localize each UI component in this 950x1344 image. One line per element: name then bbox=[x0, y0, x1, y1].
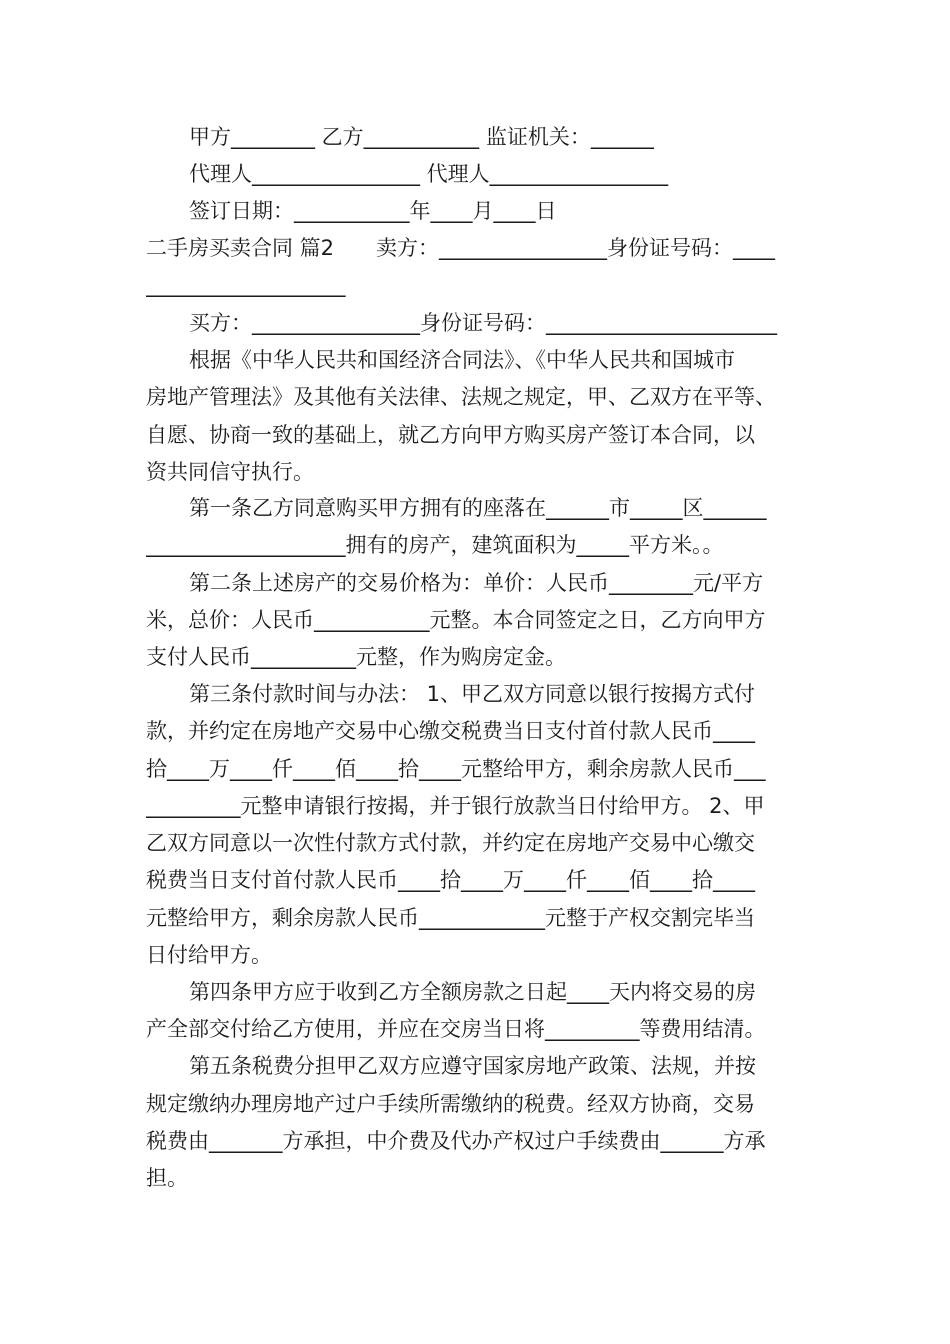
article-5-line-4: 担。 bbox=[146, 1166, 188, 1190]
article-5-line-1: 第五条税费分担甲乙双方应遵守国家房地产政策、法规，并按 bbox=[189, 1054, 756, 1078]
article-5-line-3: 税费由_______方承担，中介费及代办产权过户手续费由______方承 bbox=[146, 1129, 766, 1153]
signature-parties-line: 甲方________ 乙方___________ 监证机关：______ bbox=[189, 125, 654, 149]
article-4-line-2: 产全部交付给乙方使用，并应在交房当日将_________等费用结清。 bbox=[146, 1017, 766, 1041]
contract-2-heading-seller-line: 二手房买卖合同 篇2 卖方：________________身份证号码：____ bbox=[146, 236, 776, 260]
article-3-line-8: 日付给甲方。 bbox=[146, 943, 272, 967]
article-3-line-3: 拾____万____仟____佰____拾____元整给甲方，剩余房款人民币___ bbox=[146, 757, 766, 781]
preamble-line-4: 资共同信守执行。 bbox=[146, 460, 314, 484]
article-1-line-2: ___________________拥有的房产，建筑面积为_____平方米。。 bbox=[146, 533, 724, 557]
agents-line: 代理人________________ 代理人_________________ bbox=[189, 162, 669, 186]
article-3-line-5: 乙双方同意以一次性付款方式付款，并约定在房地产交易中心缴交 bbox=[146, 831, 755, 855]
signing-date-line: 签订日期：___________年____月____日 bbox=[189, 199, 557, 223]
article-1-line-1: 第一条乙方同意购买甲方拥有的座落在______市_____区______ bbox=[189, 496, 767, 520]
preamble-line-2: 房地产管理法》及其他有关法律、法规之规定，甲、乙双方在平等、 bbox=[146, 385, 776, 409]
buyer-line: 买方：________________身份证号码：______________________ bbox=[189, 311, 777, 335]
article-2-line-1: 第二条上述房产的交易价格为：单价：人民币________元/平方 bbox=[189, 571, 764, 595]
article-3-line-4: _________元整申请银行按揭，并于银行放款当日付给甲方。 2、甲 bbox=[146, 794, 765, 818]
article-3-line-7: 元整给甲方，剩余房款人民币____________元整于产权交割完毕当 bbox=[146, 906, 755, 930]
preamble-line-3: 自愿、协商一致的基础上，就乙方向甲方购买房产签订本合同，以 bbox=[146, 423, 755, 447]
article-2-line-3: 支付人民币__________元整，作为购房定金。 bbox=[146, 645, 566, 669]
article-2-line-2: 米，总价：人民币___________元整。本合同签定之日，乙方向甲方 bbox=[146, 608, 766, 632]
article-3-line-1: 第三条付款时间与办法： 1、甲乙双方同意以银行按揭方式付 bbox=[189, 682, 756, 706]
article-4-line-1: 第四条甲方应于收到乙方全额房款之日起____天内将交易的房 bbox=[189, 980, 756, 1004]
article-3-line-6: 税费当日支付首付款人民币____拾____万____仟____佰____拾____ bbox=[146, 868, 755, 892]
seller-id-continuation-line: ___________________ bbox=[146, 273, 346, 297]
preamble-line-1: 根据《中华人民共和国经济合同法》、《中华人民共和国城市 bbox=[189, 348, 735, 372]
article-3-line-2: 款，并约定在房地产交易中心缴交税费当日支付首付款人民币____ bbox=[146, 719, 755, 743]
article-5-line-2: 规定缴纳办理房地产过户手续所需缴纳的税费。经双方协商，交易 bbox=[146, 1092, 755, 1116]
